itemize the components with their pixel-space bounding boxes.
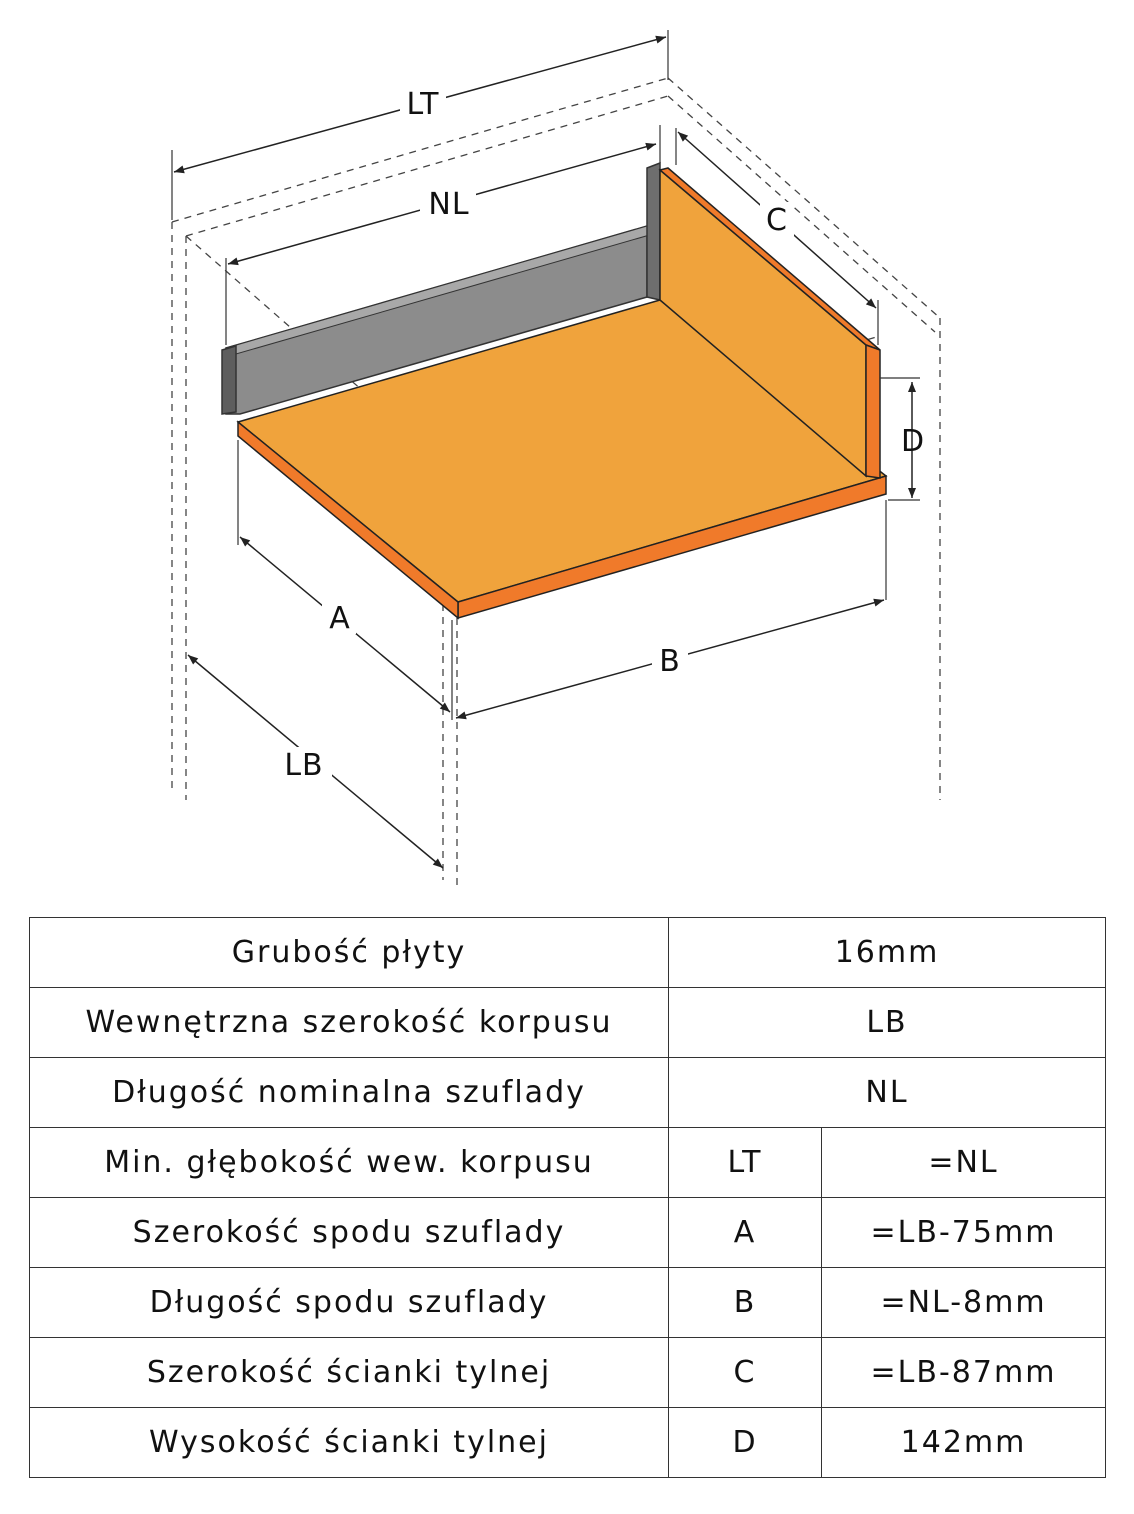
label-c: C: [766, 203, 788, 238]
table-row: [30, 1198, 1106, 1268]
row-symbol: A: [669, 1198, 822, 1268]
row-label: Długość nominalna szuflady: [30, 1058, 669, 1128]
drawer-side-profile-front: [222, 346, 236, 414]
table-row: [30, 918, 1106, 988]
row-value: 16mm: [669, 918, 1106, 988]
row-value: LB: [669, 988, 1106, 1058]
label-d: D: [900, 424, 926, 459]
row-label: Min. głębokość wew. korpusu: [30, 1128, 669, 1198]
drawer-side-profile-end: [647, 163, 660, 300]
label-b: B: [659, 644, 681, 679]
row-label: Szerokość ścianki tylnej: [30, 1338, 669, 1408]
row-label: Grubość płyty: [30, 918, 669, 988]
label-nl: NL: [428, 187, 470, 222]
row-symbol: LT: [669, 1128, 822, 1198]
row-value: =NL-8mm: [822, 1268, 1106, 1338]
label-lb: LB: [284, 748, 324, 783]
row-value: NL: [669, 1058, 1106, 1128]
row-symbol: C: [669, 1338, 822, 1408]
dimensions-table: [29, 917, 1106, 1478]
row-label: Długość spodu szuflady: [30, 1268, 669, 1338]
table-row: [30, 1408, 1106, 1478]
label-lt: LT: [406, 87, 440, 122]
row-symbol: D: [669, 1408, 822, 1478]
drawer-back-panel-end: [866, 345, 880, 478]
row-label: Szerokość spodu szuflady: [30, 1198, 669, 1268]
table-row: [30, 1058, 1106, 1128]
table-row: [30, 988, 1106, 1058]
row-value: =LB-75mm: [822, 1198, 1106, 1268]
row-label: Wysokość ścianki tylnej: [30, 1408, 669, 1478]
label-a: A: [329, 601, 351, 636]
row-symbol: B: [669, 1268, 822, 1338]
row-value: =NL: [822, 1128, 1106, 1198]
table-row: [30, 1338, 1106, 1408]
table-row: [30, 1128, 1106, 1198]
row-value: 142mm: [822, 1408, 1106, 1478]
row-label: Wewnętrzna szerokość korpusu: [30, 988, 669, 1058]
table-row: [30, 1268, 1106, 1338]
row-value: =LB-87mm: [822, 1338, 1106, 1408]
